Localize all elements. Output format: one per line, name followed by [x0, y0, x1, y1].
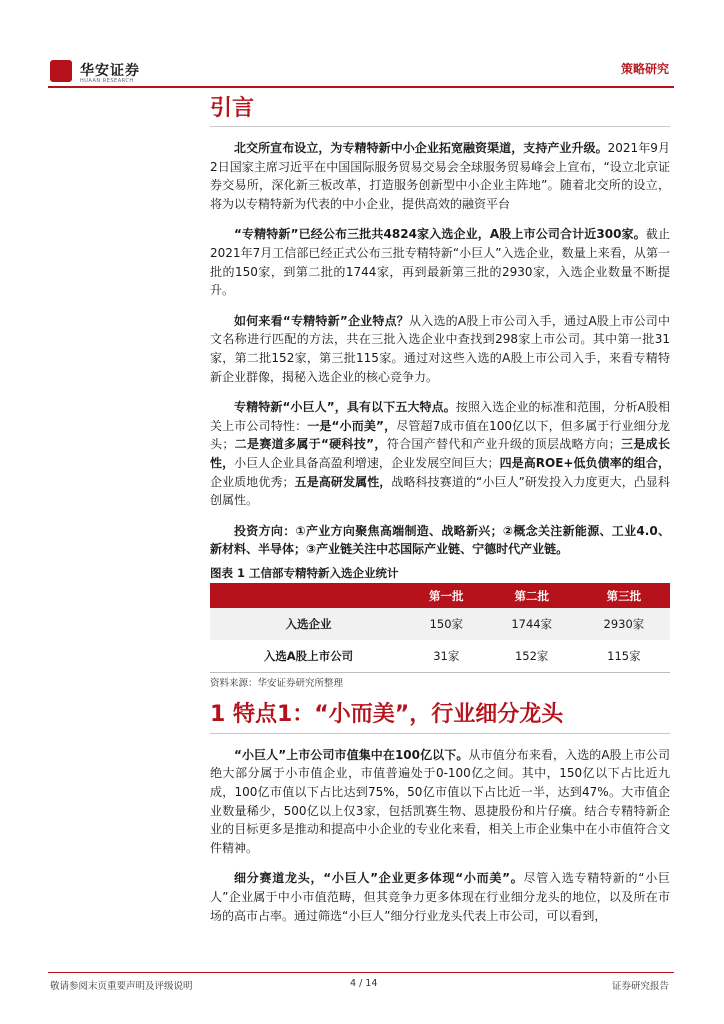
selection-stats-table	[210, 584, 670, 673]
page-header	[0, 0, 724, 92]
intro-p4-text-6: 战略科技赛道的“小巨人”研发投入力度更大，凸显科创属性。	[210, 474, 670, 508]
section-1-divider	[210, 733, 670, 734]
intro-p4-text-4: 小巨人企业具备高盈利增速，企业发展空间巨大；	[234, 455, 500, 470]
main-content	[210, 96, 670, 925]
table-cell: 152家	[486, 640, 578, 673]
section-1-paragraph-1	[210, 746, 670, 858]
table-header-batch-2: 第二批	[486, 584, 578, 608]
intro-p1-body: 2021年9月2日国家主席习近平在中国国际服务贸易交易会全球服务贸易峰会上宣布，“设立北京证券交易所，深化新三板改革，打造服务创新型中小企业主阵地”。随着北交所的设立，将为以专精特新为代表的中小企业，提供高效的融资平台	[210, 141, 670, 211]
page-number: 4 / 14	[350, 978, 378, 989]
logo-text: 华安证券	[80, 63, 140, 79]
intro-paragraph-3	[210, 312, 670, 386]
intro-heading: 引言	[210, 96, 255, 121]
table-header-blank	[210, 584, 407, 608]
table-header-batch-1: 第一批	[407, 584, 486, 608]
logo-english-text: HUAAN RESEARCH	[80, 78, 134, 84]
table-source: 资料来源：华安证券研究所整理	[210, 677, 344, 689]
intro-p4-text-3: 符合国产替代和产业升级的顶层战略方向；	[386, 437, 621, 452]
table-cell: 2930家	[578, 608, 670, 640]
intro-p3-body: 从入选的A股上市公司入手，通过A股上市公司中文名称进行匹配的方法，共在三批入选企业中查找到298家上市公司。其中第一批31家，第二批152家，第三批115家。通过对这些入选的A股上市公司入手，来看专精特新企业群像，揭秘入选企业的核心竞争力。	[210, 313, 670, 384]
section-1-paragraph-2	[210, 869, 670, 925]
footer-disclaimer: 敬请参阅末页重要声明及评级说明	[50, 981, 193, 992]
section-1-p2-body: 尽管入选专精特新的“小巨人”企业属于中小市值范畴，但其竞争力更多体现在行业细分龙头的地位，以及所在市场的高市占率。通过筛选“小巨人”细分行业龙头代表上市公司，可以看到，	[210, 871, 670, 923]
table-cell: 115家	[578, 640, 670, 673]
intro-paragraph-2	[210, 225, 670, 299]
intro-p4-text-1: 按照入选企业的标准和范围，分析A股相关上市公司特性：	[210, 400, 670, 433]
table-title: 图表 1 工信部专精特新入选企业统计	[210, 565, 399, 580]
intro-p4-point-1: 一是“小而美”，	[307, 418, 397, 433]
intro-p4-point-3: 三是成长性，	[210, 437, 670, 470]
table-row-label: 入选A股上市公司	[210, 640, 407, 673]
report-category: 策略研究	[620, 62, 669, 76]
intro-p4-text-2: 尽管超7成市值在100亿以下，但多属于行业细分龙头；	[210, 418, 670, 452]
table-cell: 31家	[407, 640, 486, 673]
section-1-p1-body: 从市值分布来看，入选的A股上市公司绝大部分属于小市值企业，市值普遍处于0-100亿之间。其中，150亿以下占比近九成，100亿市值以下占比达到75%，50亿市值以下占比近一半，达到47%。大市值企业数量稀少，500亿以上仅3家，包括凯赛生物、恩捷股份和片仔癀。结合专精特新企业的目标更多是推动和提高中小企业的专业化来看，相关上市企业集中在小市值符合文件精神。	[210, 747, 670, 855]
intro-p4-point-2: 二是赛道多属于“硬科技”，	[234, 437, 387, 452]
section-1-p2-lead: 细分赛道龙头，“小巨人”企业更多体现“小而美”。	[234, 871, 524, 886]
intro-divider	[210, 126, 670, 127]
intro-p2-body: 截止2021年7月工信部已经正式公布三批专精特新“小巨人”入选企业，数量上来看，从第一批的150家，到第二批的1744家，再到最新第三批的2930家，入选企业数量不断提升。	[210, 227, 670, 298]
header-divider	[48, 86, 674, 88]
company-logo-icon	[50, 60, 72, 82]
section-1-p1-lead: “小巨人”上市公司市值集中在100亿以下。	[234, 747, 469, 762]
table-row	[210, 608, 670, 640]
table-row-label: 入选企业	[210, 608, 407, 640]
intro-p4-lead: 专精特新“小巨人”，具有以下五大特点。	[234, 400, 456, 415]
intro-p2-lead: “专精特新”已经公布三批共4824家入选企业，A股上市公司合计近300家。	[234, 227, 646, 242]
footer-report-type: 证券研究报告	[611, 981, 669, 992]
intro-paragraph-5	[210, 522, 670, 559]
table-row	[210, 640, 670, 673]
intro-paragraph-1	[210, 139, 670, 213]
table-cell: 150家	[407, 608, 486, 640]
section-1-heading: 1 特点1：“小而美”，行业细分龙头	[210, 701, 564, 727]
intro-p4-text-5: 企业质地优秀；	[210, 474, 295, 489]
intro-p3-lead: 如何来看“专精特新”企业特点？	[234, 313, 410, 328]
investment-direction: 投资方向：①产业方向聚焦高端制造、战略新兴；②概念关注新能源、工业4.0、新材料、半导体；③产业链关注中芯国际产业链、宁德时代产业链。	[210, 523, 670, 557]
intro-p4-point-4: 四是高ROE+低负债率的组合，	[499, 455, 670, 470]
table-cell: 1744家	[486, 608, 578, 640]
table-header-row	[210, 584, 670, 608]
intro-p1-lead: 北交所宣布设立，为专精特新中小企业拓宽融资渠道，支持产业升级。	[234, 141, 608, 155]
footer-divider	[48, 972, 674, 973]
intro-p4-point-5: 五是高研发属性，	[294, 474, 392, 489]
table-header-batch-3: 第三批	[578, 584, 670, 608]
intro-paragraph-4	[210, 398, 670, 510]
